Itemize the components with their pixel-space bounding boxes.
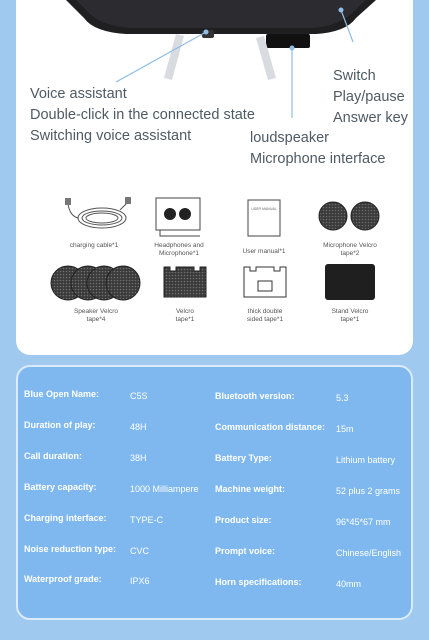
- velcro-icon: [162, 265, 208, 299]
- switch-callout: [333, 66, 408, 129]
- spec-key: Waterproof grade:: [24, 574, 102, 584]
- spec-key: Blue Open Name:: [24, 389, 100, 399]
- accessory-label-velcro: Velcro tape*1: [175, 308, 195, 323]
- spec-value: CVC: [130, 546, 150, 556]
- callout-line-2: Microphone interface: [250, 151, 386, 167]
- mic-velcro-icon: [316, 200, 382, 232]
- accessory-label-manual: User manual*1: [242, 248, 286, 255]
- spec-key: Noise reduction type:: [24, 544, 117, 554]
- spec-value: 15m: [336, 424, 354, 434]
- callout-line-1: Switch: [333, 68, 376, 84]
- stand-velcro-icon: [324, 263, 376, 301]
- spec-value: Chinese/English: [336, 548, 402, 558]
- spec-key: Machine weight:: [215, 484, 286, 494]
- speaker-callout: [250, 128, 385, 170]
- spec-value: 38H: [130, 453, 147, 463]
- double-sided-tape-icon: [242, 265, 288, 299]
- spec-value: 1000 Milliampere: [130, 484, 199, 494]
- spec-key: Prompt voice:: [215, 546, 276, 556]
- spec-key: Call duration:: [24, 451, 82, 461]
- spec-key: Communication distance:: [215, 422, 326, 432]
- spec-key: Horn specifications:: [215, 577, 302, 587]
- callout-line-3: Answer key: [333, 110, 408, 126]
- accessory-label-double-sided: thick double sided tape*1: [246, 308, 284, 323]
- spec-value: 96*45*67 mm: [336, 517, 391, 527]
- spec-value: Lithium battery: [336, 455, 396, 465]
- manual-cover-text: USER MANUAL: [251, 207, 277, 211]
- spec-value: 52 plus 2 grams: [336, 486, 401, 496]
- voice-callout-line: [116, 32, 206, 82]
- headphones-mic-icon: [154, 196, 204, 238]
- cable-icon: [62, 196, 132, 238]
- spec-key: Product size:: [215, 515, 272, 525]
- accessory-label-cable: charging cable*1: [69, 242, 119, 249]
- accessory-label-mic-velcro: Microphone Velcro tape*2: [323, 242, 377, 257]
- speaker-velcro-icon: [50, 264, 142, 302]
- spec-value: 48H: [130, 422, 147, 432]
- spec-value: IPX6: [130, 576, 150, 586]
- spec-value: 40mm: [336, 579, 362, 589]
- spec-value: C5S: [130, 391, 148, 401]
- spec-value: 5.3: [336, 393, 349, 403]
- spec-value: TYPE-C: [130, 515, 164, 525]
- manual-icon: [244, 198, 284, 238]
- spec-key: Charging interface:: [24, 513, 107, 523]
- voice-assistant-callout: [30, 84, 255, 147]
- callout-line-1: loudspeaker: [250, 130, 329, 146]
- callout-line-2: Double-click in the connected state: [30, 107, 255, 123]
- accessory-label-stand-velcro: Stand Velcro tape*1: [331, 308, 369, 323]
- callout-line-1: Voice assistant: [30, 86, 127, 102]
- callout-line-2: Play/pause: [333, 89, 405, 105]
- spec-key: Battery capacity:: [24, 482, 97, 492]
- specifications-card: [16, 365, 413, 620]
- spec-key: Bluetooth version:: [215, 391, 295, 401]
- product-illustration-card: [16, 0, 413, 355]
- accessory-label-headphones: Headphones and Microphone*1: [154, 242, 204, 257]
- spec-key: Battery Type:: [215, 453, 272, 463]
- callout-line-3: Switching voice assistant: [30, 128, 192, 144]
- spec-key: Duration of play:: [24, 420, 96, 430]
- accessory-label-speaker-velcro: Speaker Velcro tape*4: [73, 308, 119, 323]
